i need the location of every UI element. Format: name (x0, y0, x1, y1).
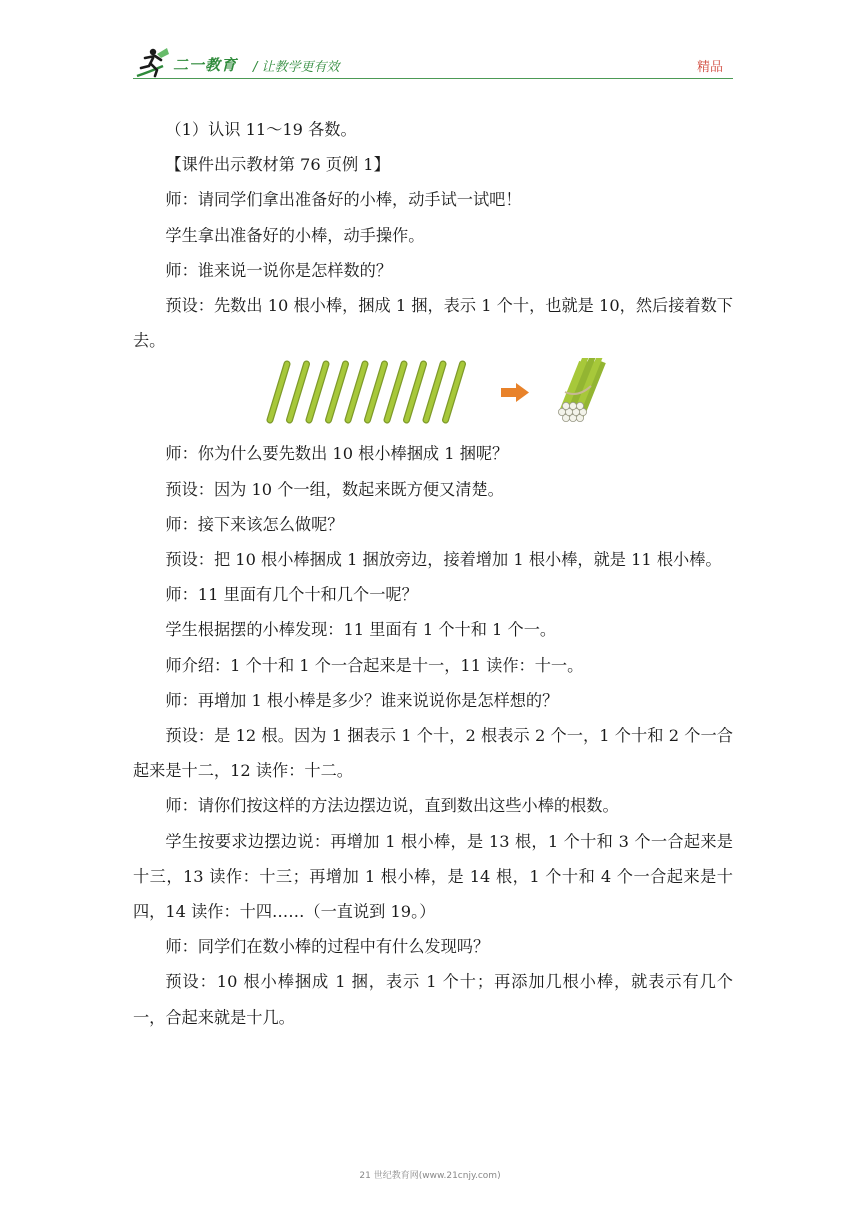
stick-end (576, 403, 583, 410)
paragraph: 学生拿出准备好的小棒，动手操作。 (165, 225, 425, 245)
slogan: / 让教学更有效 (253, 60, 340, 75)
stick-end (562, 403, 569, 410)
paragraph: （1）认识 11～19 各数。 (165, 120, 357, 139)
lesson-content (133, 112, 733, 1035)
paragraph: 师介绍：1 个十和 1 个一合起来是十一，11 读作：十一。 (165, 655, 584, 675)
stick-highlight (407, 364, 424, 420)
stick-highlight (348, 364, 365, 420)
paragraph: 学生按要求边摆边说：再增加 1 根小棒，是 13 根，1 个十和 3 个一合起来是十三，13 读作：十三；再增加 1 根小棒，是 14 根，1 个十和 4 个一合起来是十四，14 读作：十四……（一直说到 19。） (133, 831, 733, 922)
paragraph: 预设：先数出 10 根小棒，捆成 1 捆，表示 1 个十，也就是 10，然后接着数下去。 (133, 296, 733, 351)
paragraph: 预设：10 根小棒捆成 1 捆，表示 1 个十；再添加几根小棒，就表示有几个一，合起来就是十几。 (133, 972, 733, 1027)
stick-highlight (270, 364, 287, 420)
page-header (133, 46, 733, 82)
logo-text: 二一教育 (173, 56, 238, 74)
sticks-illustration (133, 358, 733, 436)
stick-highlight (426, 364, 443, 420)
paragraph: 学生根据摆的小棒发现：11 里面有 1 个十和 1 个一。 (165, 620, 557, 640)
stick-highlight (387, 364, 404, 420)
paragraph: 预设：因为 10 个一组，数起来既方便又清楚。 (165, 479, 504, 499)
page-footer: 21 世纪教育网(www.21cnjy.com) (359, 1171, 501, 1181)
paragraph: 师：谁来说一说你是怎样数的？ (165, 260, 393, 280)
loose-sticks (270, 364, 463, 420)
paragraph: 预设：把 10 根小棒捆成 1 捆放旁边，接着增加 1 根小棒，就是 11 根小棒。 (165, 550, 722, 570)
stick-highlight (446, 364, 463, 420)
paragraph: 【课件出示教材第 76 页例 1】 (165, 155, 390, 175)
header-divider (133, 78, 733, 79)
paragraph: 师：你为什么要先数出 10 根小棒捆成 1 捆呢？ (165, 444, 509, 464)
bundle-of-sticks (558, 358, 603, 422)
stick-highlight (290, 364, 307, 420)
paragraph: 师：再增加 1 根小棒是多少？谁来说说你是怎样想的？ (165, 690, 559, 710)
paragraph: 师：11 里面有几个十和几个一呢？ (165, 585, 418, 605)
sticks-figure (133, 358, 733, 436)
stick-highlight (329, 364, 346, 420)
logo-icon (133, 46, 173, 80)
stick-highlight (368, 364, 385, 420)
paragraph: 师：请你们按这样的方法边摆边说，直到数出这些小棒的根数。 (165, 796, 619, 816)
arrow-right-icon (501, 383, 529, 402)
stick-highlight (309, 364, 326, 420)
paragraph: 师：同学们在数小棒的过程中有什么发现吗？ (165, 937, 490, 957)
paragraph: 师：请同学们拿出准备好的小棒，动手试一试吧！ (165, 190, 522, 210)
quality-badge: 精品 (696, 60, 723, 75)
paragraph: 师：接下来该怎么做呢？ (165, 514, 344, 534)
stick-end (569, 403, 576, 410)
paragraph: 预设：是 12 根。因为 1 捆表示 1 个十，2 根表示 2 个一，1 个十和 2 个一合起来是十二，12 读作：十二。 (133, 726, 733, 781)
